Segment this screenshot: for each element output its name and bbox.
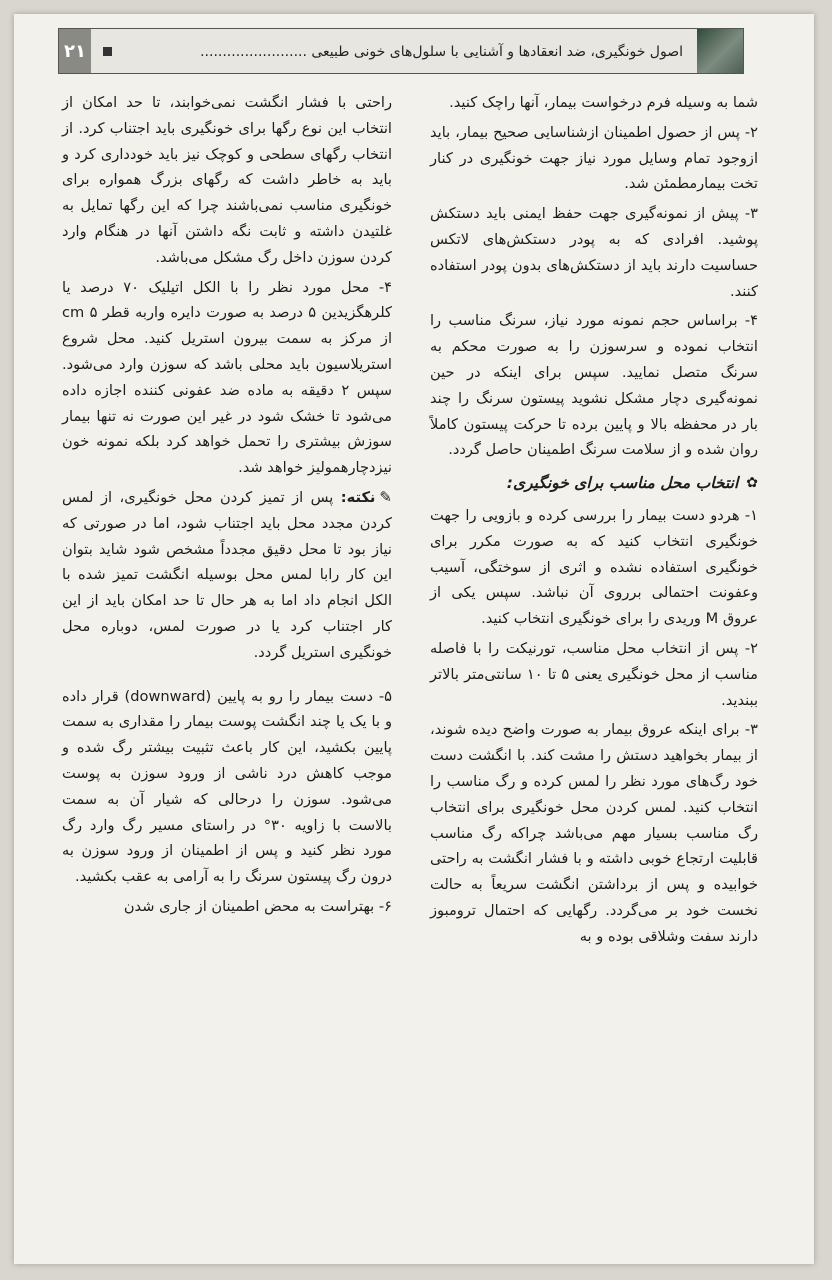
- note-text: پس از تمیز کردن محل خونگیری، از لمس کردن مجدد محل باید اجتناب شود، اما در صورتی که نیاز بود تا محل دقیق مجدداً مشخص شود شاید بتوان این کار رابا لمس محل بوسیله انگشت تمیز شده با الکل انجام داد اما به هر حال تا حد امکان باید از این کار اجتناب کرد یا در صورت لمس، دوباره محل خونگیری استریل گردد.: [62, 488, 392, 661]
- page-number: ۲۱: [59, 29, 91, 73]
- left-column: [62, 90, 392, 924]
- paragraph: شما به وسیله فرم درخواست بیمار، آنها راچک کنید.: [449, 94, 758, 111]
- pen-icon: ✎: [379, 487, 392, 506]
- list-item: ۲- پس از انتخاب محل مناسب، تورنیکت را با فاصله مناسب از محل خونگیری یعنی ۵ تا ۱۰ سانتی‌متر بالاتر ببندید.: [430, 639, 758, 709]
- book-page: [14, 14, 814, 1264]
- paragraph: راحتی با فشار انگشت نمی‌خوابند، تا حد امکان از انتخاب این نوع رگها برای خونگیری باید اجتناب کرد. از انتخاب رگهای سطحی و کوچک نیز باید خودداری کرد و باید به خاطر داشت که رگهای بزرگ همواره برای خونگیری مناسب نمی‌باشند چرا که این رگها تمایل به غلتیدن داشته و ثابت نگه داشتن آنها در هنگام وارد کردن سوزن داخل رگ مشکل می‌باشد.: [62, 94, 392, 266]
- list-item: ۴- محل مورد نظر را با الکل اتیلیک ۷۰ درصد یا کلرهگزیدین ۵ درصد به صورت دایره واربه قطر cm ۵ از مرکز به سمت بیرون استریل کنید. محل شروع استریلاسیون باید محلی باشد که سوزن وارد می‌شود. سپس ۲ دقیقه به ماده ضد عفونی کننده اجازه داده می‌شود تا خشک شود در غیر این صورت نه تنها بیمار سوزش بیشتری را تحمل خواهد کرد بلکه نمونه خون نیزدچارهمولیز خواهد شد.: [62, 278, 393, 477]
- book-logo-image: [697, 29, 743, 73]
- list-item: ۲- پس از حصول اطمینان ازشناسایی صحیح بیمار، باید ازوجود تمام وسایل مورد نیاز جهت خونگیری در کنار تخت بیمارمطمئن شد.: [430, 123, 758, 193]
- note-paragraph: [62, 485, 392, 666]
- list-item: ۵- دست بیمار را رو به پایین (downward) قرار داده و با یک یا چند انگشت پوست بیمار را مقداری به سمت پایین بکشید، این کار باعث تثبیت بیشتر رگ شده و موجب کاهش درد ناشی از ورود سوزن به پوست می‌شود. سوزن را درحالی که شیار آن به سمت بالاست با زاویه ۳۰° در راستای مسیر رگ وارد رگ مورد نظر کنید و پس از اطمینان از ورود سوزن به درون رگ پیستون سرنگ را به آرامی به عقب بکشید.: [62, 687, 392, 886]
- list-item: ۶- بهتراست به محض اطمینان از جاری شدن: [123, 897, 392, 915]
- square-bullet-icon: [103, 47, 112, 56]
- list-item: ۳- پیش از نمونه‌گیری جهت حفظ ایمنی باید دستکش پوشید. افرادی که به پودر دستکش‌های لاتکس حساسیت دارند باید از دستکش‌های بدون پودر استفاده کنند.: [430, 205, 758, 300]
- header-title: اصول خونگیری، ضد انعقادها و آشنایی با سلول‌های خونی طبیعی ........................: [200, 44, 683, 60]
- section-heading: [430, 471, 758, 497]
- page-header: [58, 28, 744, 74]
- section-heading-text: انتخاب محل مناسب برای خونگیری:: [506, 474, 739, 493]
- note-label: نکته:: [340, 488, 376, 506]
- flower-bullet-icon: ✿: [746, 475, 758, 492]
- list-item: ۳- برای اینکه عروق بیمار به صورت واضح دیده شوند، از بیمار بخواهید دستش را مشت کند. با انگشت دست خود رگ‌های مورد نظر را لمس کرده و رگ مناسب را انتخاب کنید. لمس کردن محل خونگیری برای انتخاب رگ مناسب بسیار مهم می‌باشد چراکه رگ مناسب قابلیت ارتجاع خوبی داشته و با فشار انگشت به راحتی خوابیده و پس از برداشتن انگشت سریعاً به حالت نخست خود بر می‌گردد. رگهایی که احتمال ترومبوز دارند سفت وشلاقی بوده و به: [430, 721, 758, 945]
- list-item: ۴- براساس حجم نمونه مورد نیاز، سرنگ مناسب را انتخاب نموده و سرسوزن را به صورت محکم به سرنگ متصل نمایید. سپس برای اینکه در حین نمونه‌گیری دچار مشکل نشوید پیستون سرنگ را چند بار در محفظه بالا و پایین برده تا حرکت پیستون کاملاً روان شده و از سلامت سرنگ اطمینان حاصل گردد.: [430, 312, 758, 459]
- right-column: [430, 90, 758, 954]
- list-item: ۱- هردو دست بیمار را بررسی کرده و بازویی را جهت خونگیری انتخاب کنید که به صورت مکرر برای خونگیری استفاده نشده و اثری از سوختگی، آسیب وعفونت احتمالی برروی آن نباشد. سپس یکی از عروق M وریدی را برای خونگیری انتخاب کنید.: [430, 506, 758, 628]
